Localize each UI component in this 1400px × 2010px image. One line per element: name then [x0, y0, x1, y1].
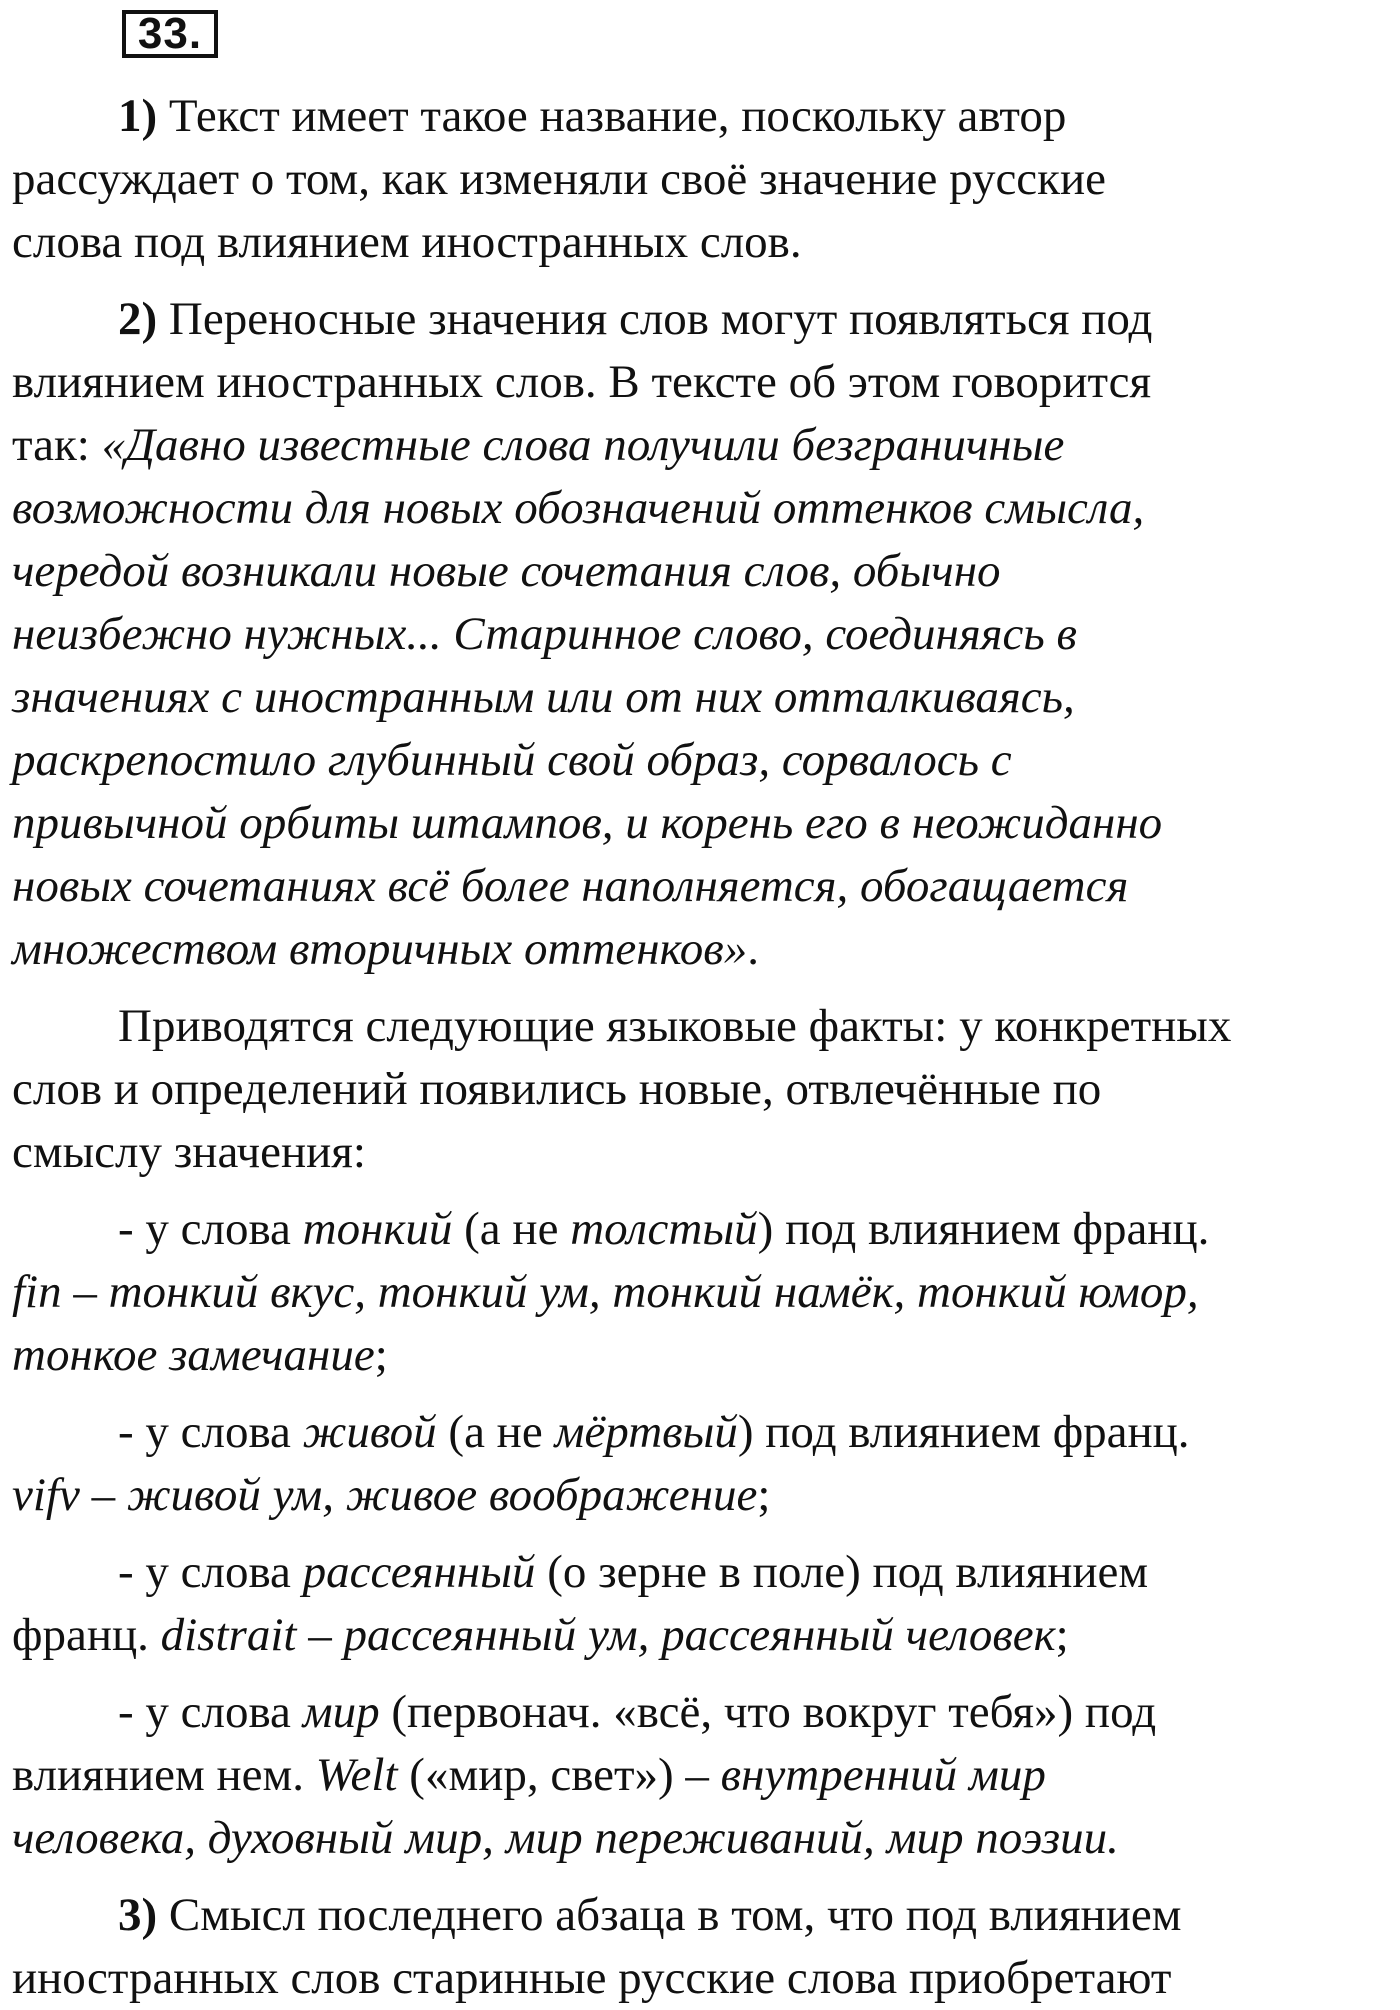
paragraph-2-line-3: так: «Давно известные слова получили безграничные [12, 419, 1065, 471]
paragraph-1-line-3: слова под влиянием иностранных слов. [12, 216, 802, 268]
quote-line: значениях с иностранным или от них отталкиваясь, [12, 671, 1075, 723]
quote-line: новых сочетаниях всё более наполняется, обогащается [12, 860, 1129, 912]
example-1-line-1: - у слова тонкий (а не толстый) под влиянием франц. [118, 1203, 1210, 1255]
quote-line: возможности для новых обозначений оттенков смысла, [12, 482, 1145, 534]
example-2-line-2: vifv – живой ум, живое воображение; [12, 1469, 771, 1521]
quote-line: привычной орбиты штампов, и корень его в неожиданно [12, 797, 1163, 849]
example-4-line-1: - у слова мир (первонач. «всё, что вокруг тебя») под [118, 1686, 1157, 1738]
item-number: 3) [118, 1889, 158, 1941]
paragraph-2-line-1: 2) Переносные значения слов могут появляться под [118, 293, 1153, 345]
paragraph-3-line-1: Приводятся следующие языковые факты: у конкретных [118, 1000, 1232, 1052]
quote-line: неизбежно нужных... Старинное слово, соединяясь в [12, 608, 1077, 660]
example-4-line-2: влиянием нем. Welt («мир, свет») – внутренний мир [12, 1749, 1046, 1801]
paragraph-4-line-2: иностранных слов старинные русские слова приобретают [12, 1952, 1172, 2004]
example-1-line-3: тонкое замечание; [12, 1329, 388, 1381]
paragraph-4-line-1: 3) Смысл последнего абзаца в том, что под влиянием [118, 1889, 1182, 1941]
example-2-line-1: - у слова живой (а не мёртвый) под влиянием франц. [118, 1406, 1190, 1458]
paragraph-1-line-2: рассуждает о том, как изменяли своё значение русские [12, 153, 1107, 205]
paragraph-1-line-1: 1) Текст имеет такое название, поскольку автор [118, 90, 1067, 142]
paragraph-3-line-3: смыслу значения: [12, 1126, 366, 1178]
example-3-line-1: - у слова рассеянный (о зерне в поле) под влиянием [118, 1546, 1149, 1598]
exercise-number: 33. [122, 10, 218, 58]
paragraph-3-line-2: слов и определений появились новые, отвлечённые по [12, 1063, 1102, 1115]
item-number: 1) [118, 90, 158, 142]
quote-line: чередой возникали новые сочетания слов, обычно [12, 545, 1001, 597]
example-1-line-2: fin – тонкий вкус, тонкий ум, тонкий намёк, тонкий юмор, [12, 1266, 1199, 1318]
example-3-line-2: франц. distrait – рассеянный ум, рассеянный человек; [12, 1609, 1069, 1661]
example-4-line-3: человека, духовный мир, мир переживаний, мир поэзии. [12, 1812, 1119, 1864]
quote-line: множеством вторичных оттенков». [12, 923, 759, 975]
paragraph-2-line-2: влиянием иностранных слов. В тексте об этом говорится [12, 356, 1152, 408]
item-number: 2) [118, 293, 158, 345]
quote-line: раскрепостило глубинный свой образ, сорвалось с [12, 734, 1012, 786]
quote-text: «Давно известные слова получили безграничные [101, 419, 1065, 471]
document-body [12, 85, 1397, 2010]
